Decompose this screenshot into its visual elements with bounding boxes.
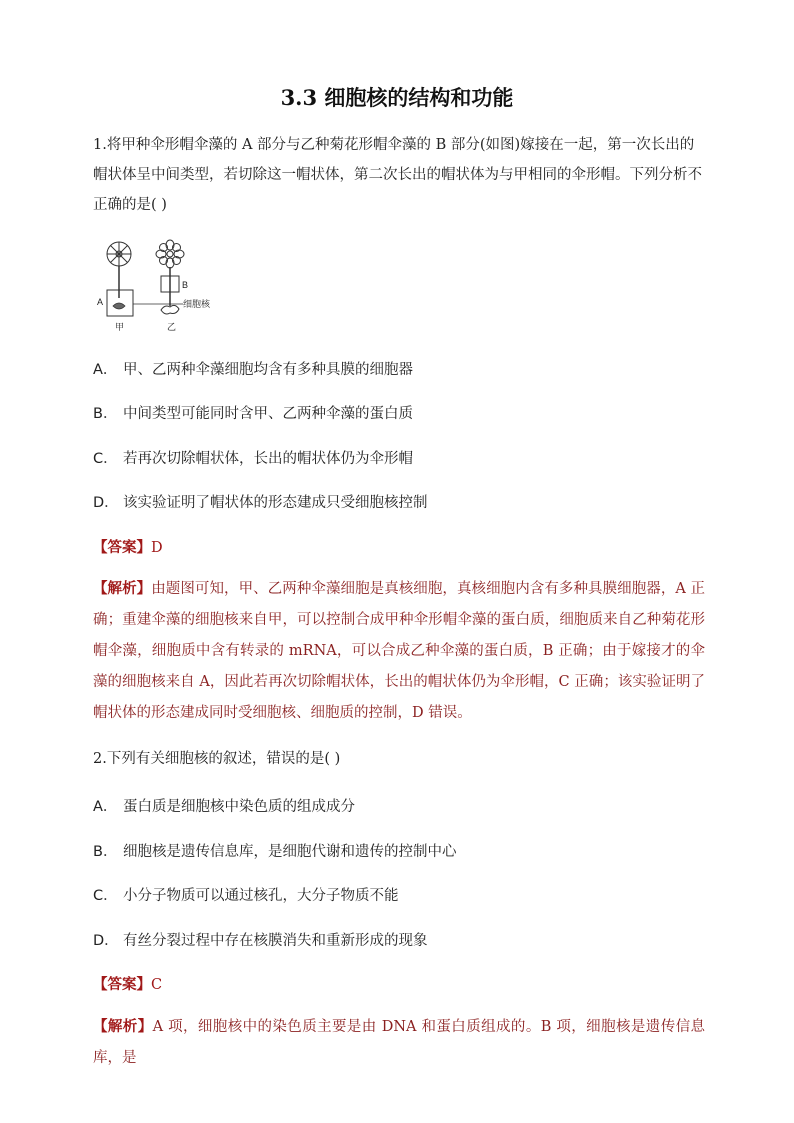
- question-1-stem: 1.将甲种伞形帽伞藻的 A 部分与乙种菊花形帽伞藻的 B 部分(如图)嫁接在一起，第一次长出的帽状体呈中间类型，若切除这一帽状体，第二次长出的帽状体为与甲相同的伞形帽。下列分析不正确的是( ): [93, 137, 702, 213]
- q1-option-b: B． 中间类型可能同时含甲、乙两种伞藻的蛋白质: [93, 406, 413, 422]
- explain-tag: 【解析】: [93, 581, 152, 597]
- page-title: 3.3 细胞核的结构和功能: [280, 85, 514, 110]
- umbrella-cap-icon: [107, 242, 131, 266]
- q1-option-c: C． 若再次切除帽状体，长出的帽状体仍为伞形帽: [93, 451, 413, 467]
- label-nucleus: 细胞核: [183, 299, 211, 309]
- label-yi: 乙: [167, 322, 177, 332]
- grafting-figure: [95, 238, 230, 338]
- flower-cap-icon: [156, 240, 184, 268]
- q2-explanation: 【解析】A 项，细胞核中的染色质主要是由 DNA 和蛋白质组成的。B 项，细胞核是遗传信息库，是: [93, 1019, 705, 1066]
- label-jia: 甲: [115, 322, 125, 332]
- answer-tag: 【答案】: [93, 977, 151, 993]
- q1-explanation: 【解析】由题图可知，甲、乙两种伞藻细胞是真核细胞，真核细胞内含有多种具膜细胞器，A 正确；重建伞藻的细胞核来自甲，可以控制合成甲种伞形帽伞藻的蛋白质，细胞质来自乙种菊花形帽伞藻，细胞质中含有转录的 mRNA，可以合成乙种伞藻的蛋白质，B 正确；由于嫁接才的伞藻的细胞核来自 A，因此若再次切除帽状体，长出的帽状体仍为伞形帽，C 正确；该实验证明了帽状体的形态建成同时受细胞核、细胞质的控制，D 错误。: [93, 581, 706, 721]
- q2-option-a: A． 蛋白质是细胞核中染色质的组成成分: [93, 799, 355, 815]
- q2-answer: 【答案】C: [93, 977, 163, 993]
- label-a: A: [97, 297, 104, 307]
- q2-option-b: B． 细胞核是遗传信息库，是细胞代谢和遗传的控制中心: [93, 844, 457, 860]
- q2-option-d: D． 有丝分裂过程中存在核膜消失和重新形成的现象: [93, 933, 428, 949]
- answer-tag: 【答案】: [93, 540, 151, 556]
- q1-option-a: A． 甲、乙两种伞藻细胞均含有多种具膜的细胞器: [93, 362, 413, 378]
- question-2-stem: 2.下列有关细胞核的叙述，错误的是( ): [93, 751, 341, 767]
- q1-option-d: D． 该实验证明了帽状体的形态建成只受细胞核控制: [93, 495, 428, 511]
- q1-answer: 【答案】D: [93, 540, 163, 556]
- label-b: B: [182, 280, 189, 290]
- q2-option-c: C． 小分子物质可以通过核孔，大分子物质不能: [93, 888, 399, 904]
- explain-tag: 【解析】: [93, 1019, 153, 1035]
